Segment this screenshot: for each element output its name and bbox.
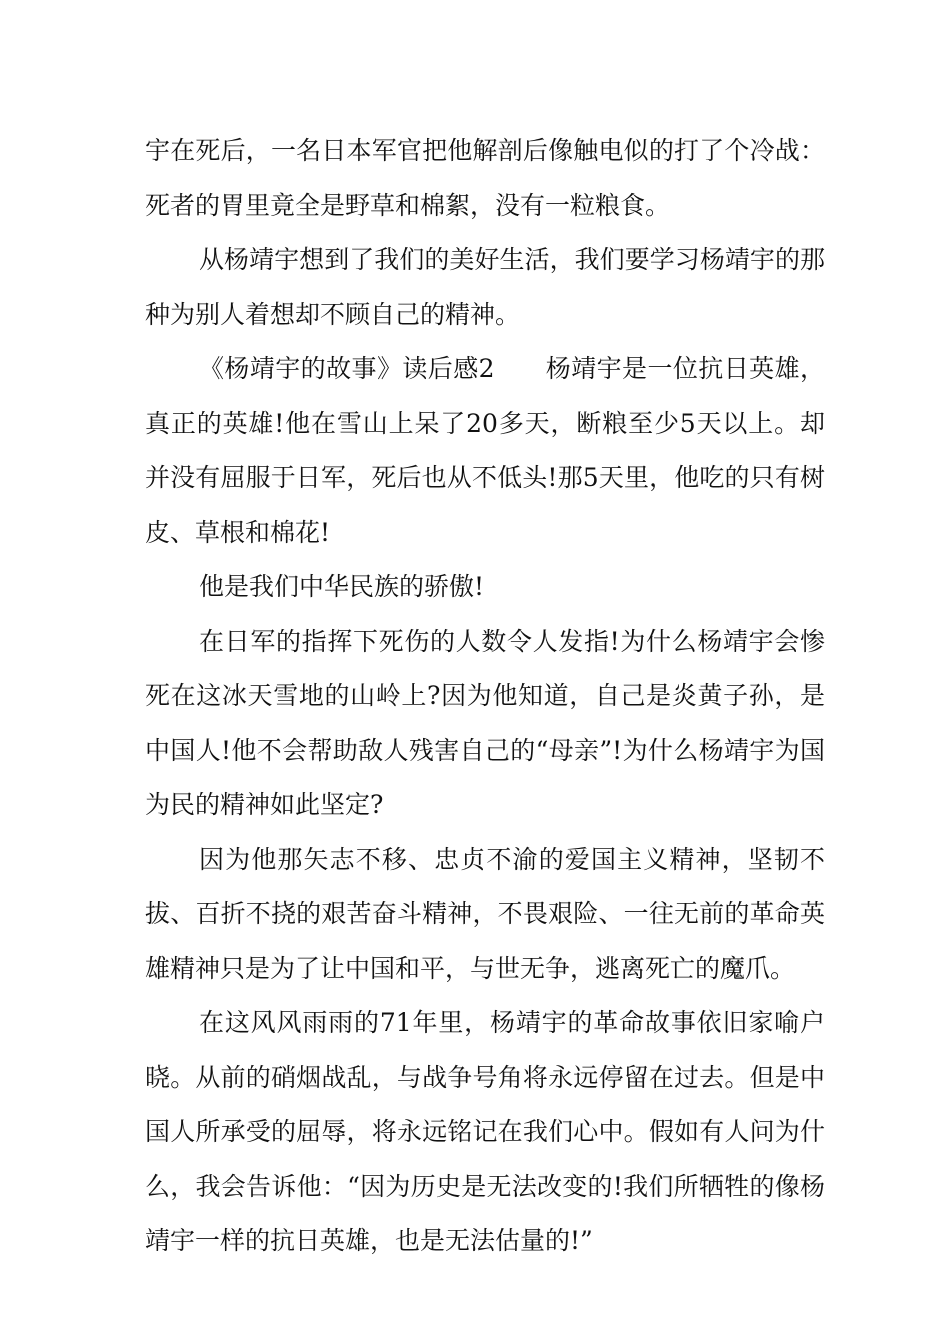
paragraph-why: 在日军的指挥下死伤的人数令人发指!为什么杨靖宇会惨死在这冰天雪地的山岭上?因为他知道，自己是炎黄子孙，是中国人!他不会帮助敌人残害自己的“母亲”!为什么杨靖宇为国为民的精神如此坚定? bbox=[145, 626, 825, 819]
document-body bbox=[145, 124, 825, 1269]
paragraph-pride: 他是我们中华民族的骄傲! bbox=[199, 572, 485, 601]
paragraph-history: 在这风风雨雨的71年里，杨靖宇的革命故事依旧家喻户晓。从前的硝烟战乱，与战争号角将永远停留在过去。但是中国人所承受的屈辱，将永远铭记在我们心中。假如有人问为什么，我会告诉他：“因为历史是无法改变的!我们所牺牲的像杨靖宇一样的抗日英雄，也是无法估量的!” bbox=[145, 1008, 825, 1255]
paragraph-continuation: 宇在死后，一名日本军官把他解剖后像触电似的打了个冷战：死者的胃里竟全是野草和棉絮，没有一粒粮食。 bbox=[145, 136, 825, 220]
paragraph-spirit: 因为他那矢志不移、忠贞不渝的爱国主义精神，坚韧不拔、百折不挠的艰苦奋斗精神，不畏艰险、一往无前的革命英雄精神只是为了让中国和平，与世无争，逃离死亡的魔爪。 bbox=[145, 844, 825, 983]
paragraph-review-2: 《杨靖宇的故事》读后感2 杨靖宇是一位抗日英雄，真正的英雄!他在雪山上呆了20多天，断粮至少5天以上。却并没有屈服于日军，死后也从不低头!那5天里，他吃的只有树皮、草根和棉花! bbox=[145, 354, 825, 547]
paragraph-beautiful-life: 从杨靖宇想到了我们的美好生活，我们要学习杨靖宇的那种为别人着想却不顾自己的精神。 bbox=[145, 245, 825, 329]
